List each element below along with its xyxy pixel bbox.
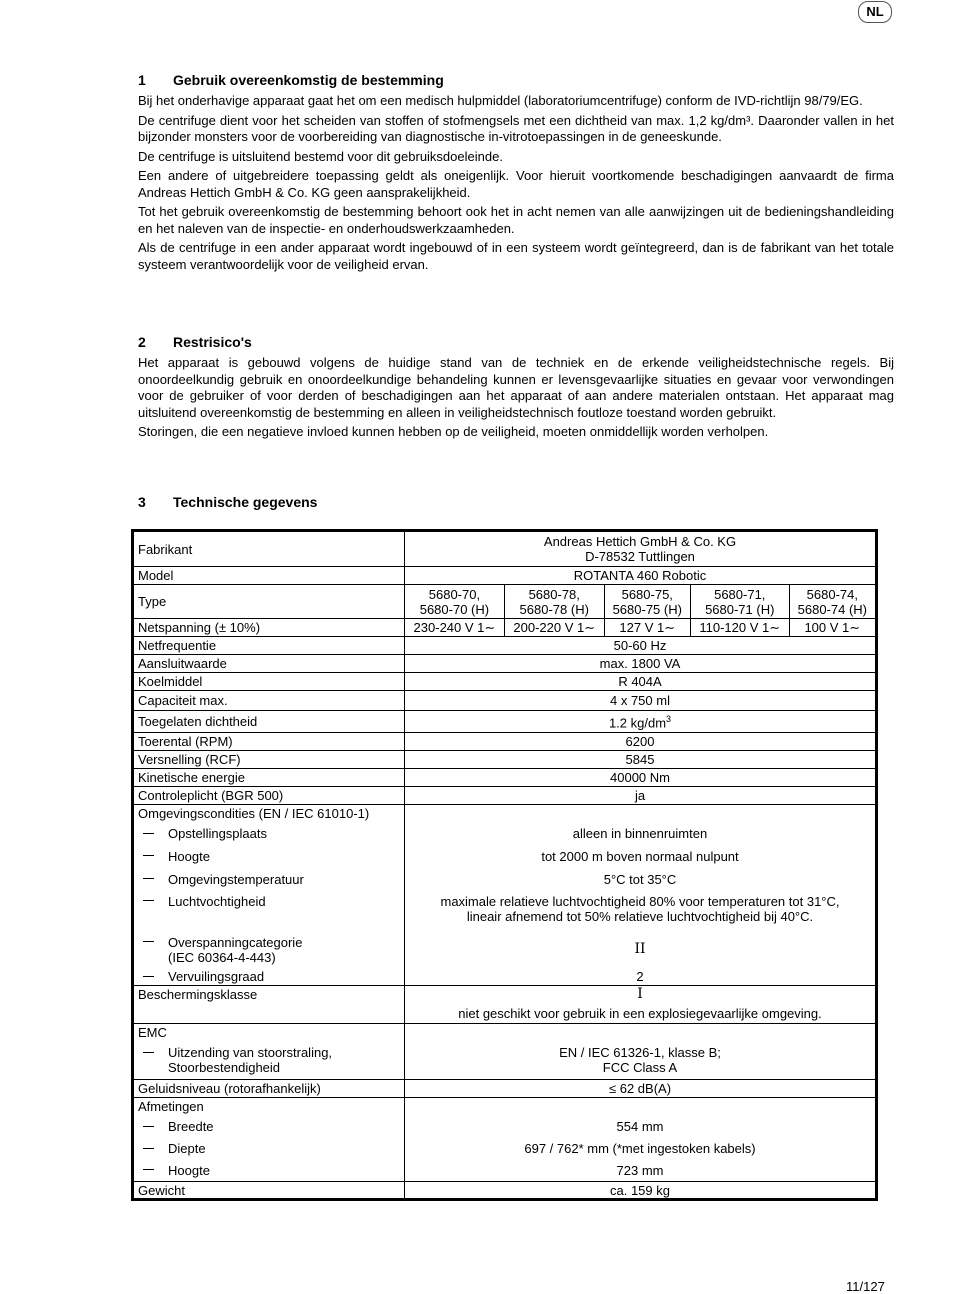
sub-label-norm: (IEC 60364-4-443) — [168, 949, 276, 965]
section-title: Technische gegevens — [173, 494, 318, 510]
technical-data-table — [131, 529, 878, 1201]
table-row — [133, 969, 877, 986]
voltage-value: 110-120 V 1∼ — [690, 619, 789, 637]
variant-line: 5680-74 (H) — [797, 601, 867, 617]
table-row — [133, 787, 877, 805]
variant-line: 5680-71 (H) — [705, 601, 775, 617]
table-row — [133, 585, 877, 619]
section-heading — [138, 334, 894, 351]
dash-icon — [143, 833, 154, 834]
table-row — [133, 1004, 877, 1024]
table-row — [133, 868, 877, 891]
row-label: Omgevingscondities (EN / IEC 61010-1) — [133, 805, 405, 823]
density-value: 1.2 kg/dm — [608, 715, 667, 731]
row-label: Toerental (RPM) — [133, 733, 405, 751]
table-row — [133, 733, 877, 751]
row-label — [133, 969, 405, 986]
humidity-line: lineair afnemend tot 50% relatieve luchtvochtigheid bij 40°C. — [466, 908, 814, 924]
manufacturer-address: D-78532 Tuttlingen — [585, 549, 695, 564]
paragraph: Bij het onderhavige apparaat gaat het om een medisch hulpmiddel (laboratoriumcentrifuge) conform de IVD-richtlijn 98/79/EG. — [138, 93, 863, 108]
sub-label: Opstellingsplaats — [168, 826, 267, 841]
row-label — [133, 1042, 405, 1080]
row-value: 50-60 Hz — [405, 637, 877, 655]
paragraph: Het apparaat is gebouwd volgens de huidige stand van de techniek en de erkende veiligheidstechnische regels. Bij onoordeelkundig gebruik en onoordeelkundige behandeling kunnen er levensgevaarlijke situaties en gevaar voor verwondingen voor de gebruiker of voor derden of beschadigingen aan het apparaat of aan andere materialen ontstaan. Het apparaat mag uitsluitend overeenkomstig de bestemming en alleen in veiligheidstechnisch foutloze toestand worden gebruikt. — [138, 355, 894, 420]
row-value — [405, 531, 877, 567]
language-badge: NL — [858, 1, 892, 23]
variant-line: 5680-75 (H) — [612, 601, 682, 617]
variant-line: 5680-78, — [528, 586, 580, 602]
table-row — [133, 1080, 877, 1098]
row-value: 723 mm — [405, 1160, 877, 1182]
row-value: niet geschikt voor gebruik in een explosiegevaarlijke omgeving. — [405, 1004, 877, 1024]
sub-label: Luchtvochtigheid — [168, 893, 266, 909]
sub-label: Vervuilingsgraad — [168, 969, 265, 985]
sub-label: Stoorbestendigheid — [168, 1060, 281, 1076]
row-label: Toegelaten dichtheid — [133, 711, 405, 733]
table-row — [133, 673, 877, 691]
dash-icon — [143, 1126, 154, 1127]
density-exponent: 3 — [666, 714, 672, 725]
row-value: 40000 Nm — [405, 769, 877, 787]
row-label — [133, 1138, 405, 1160]
sub-label: Diepte — [168, 1141, 206, 1156]
row-value: 554 mm — [616, 1119, 664, 1134]
sub-label: Omgevingstemperatuur — [168, 871, 304, 887]
variant-line: 5680-78 (H) — [519, 601, 589, 617]
sub-label: Overspanningcategorie — [168, 934, 303, 950]
dash-icon — [143, 976, 154, 977]
table-row — [133, 1042, 877, 1080]
variant-line: 5680-70, — [428, 586, 481, 602]
row-value: max. 1800 VA — [405, 655, 877, 673]
dash-icon — [143, 878, 154, 879]
voltage-value: 100 V 1∼ — [789, 619, 876, 637]
row-label: Controleplicht (BGR 500) — [133, 787, 405, 805]
row-value: alleen in binnenruimten — [572, 826, 708, 841]
row-label: Kinetische energie — [133, 769, 405, 787]
row-label — [133, 1160, 405, 1182]
emc-fcc: FCC Class A — [602, 1060, 678, 1076]
humidity-line: maximale relatieve luchtvochtigheid 80% voor temperaturen tot 31°C, — [440, 893, 840, 909]
row-label: Geluidsniveau (rotorafhankelijk) — [133, 1080, 405, 1098]
table-row — [133, 986, 877, 1004]
row-label — [133, 845, 405, 868]
paragraph: Storingen, die een negatieve invloed kunnen hebben op de veiligheid, moeten onmiddellijk worden verholpen. — [138, 424, 769, 439]
type-variant — [690, 585, 789, 619]
row-value: I — [637, 986, 643, 1003]
dash-icon — [143, 900, 154, 901]
table-row — [133, 691, 877, 711]
row-label — [133, 868, 405, 891]
table-row — [133, 1098, 877, 1116]
dash-icon — [143, 1052, 154, 1053]
table-row — [133, 531, 877, 567]
section-heading — [138, 494, 894, 511]
row-label: Gewicht — [133, 1182, 405, 1200]
row-value — [405, 1098, 877, 1116]
row-value: ≤ 62 dB(A) — [405, 1080, 877, 1098]
row-value — [405, 1042, 877, 1080]
sub-label: Hoogte — [168, 848, 210, 864]
variant-line: 5680-75, — [621, 586, 673, 602]
dash-icon — [143, 855, 154, 856]
row-value: 4 x 750 ml — [405, 691, 877, 711]
table-row — [133, 1138, 877, 1160]
table-row — [133, 751, 877, 769]
dash-icon — [143, 1169, 154, 1170]
table-row — [133, 711, 877, 733]
table-row — [133, 769, 877, 787]
section-number: 2 — [138, 334, 146, 350]
type-variant — [789, 585, 876, 619]
table-row — [133, 567, 877, 585]
dash-icon — [143, 1148, 154, 1149]
row-label: Versnelling (RCF) — [133, 751, 405, 769]
type-variant — [405, 585, 505, 619]
voltage-value: 200-220 V 1∼ — [504, 619, 604, 637]
row-label: Fabrikant — [133, 531, 405, 567]
row-label — [133, 823, 405, 845]
table-row — [133, 823, 877, 845]
manufacturer-name: Andreas Hettich GmbH & Co. KG — [543, 534, 737, 549]
table-row — [133, 1160, 877, 1182]
section-number: 1 — [138, 72, 146, 88]
table-row — [133, 931, 877, 969]
variant-line: 5680-74, — [806, 586, 858, 602]
row-value: II — [634, 941, 646, 957]
row-value: ROTANTA 460 Robotic — [405, 567, 877, 585]
row-label: Netspanning (± 10%) — [133, 619, 405, 637]
variant-line: 5680-71, — [714, 586, 766, 602]
table-row — [133, 637, 877, 655]
row-label: Koelmiddel — [133, 673, 405, 691]
section-title: Gebruik overeenkomstig de bestemming — [173, 72, 444, 88]
sub-label: Uitzending van stoorstraling, — [168, 1045, 333, 1061]
row-label: Afmetingen — [133, 1098, 405, 1116]
row-label: Model — [133, 567, 405, 585]
row-label — [133, 931, 405, 969]
row-label: Capaciteit max. — [133, 691, 405, 711]
table-row — [133, 655, 877, 673]
row-label: Netfrequentie — [133, 637, 405, 655]
section-intended-use — [138, 72, 894, 276]
row-value: 5845 — [405, 751, 877, 769]
section-title: Restrisico's — [173, 334, 252, 350]
section-number: 3 — [138, 494, 146, 510]
paragraph: De centrifuge dient voor het scheiden van stoffen of stofmengsels met een dichtheid van max. 1,2 kg/dm³. Daaronder vallen in het bijzonder monsters voor de voorbereiding van diagnostische in-vitrotoepassingen in de geneeskunde. — [138, 112, 894, 144]
row-label — [133, 1004, 405, 1024]
row-label: Type — [133, 585, 405, 619]
row-value — [405, 891, 877, 931]
type-variant — [504, 585, 604, 619]
paragraph: Een andere of uitgebreidere toepassing geldt als oneigenlijk. Voor hieruit voortkomende beschadigingen aanvaardt de firma Andreas Hettich GmbH & Co. KG geen aansprakelijkheid. — [138, 168, 894, 200]
row-value: 2 — [405, 969, 877, 986]
row-value — [405, 711, 877, 733]
table-row — [133, 891, 877, 931]
paragraph: Als de centrifuge in een ander apparaat wordt ingebouwd of in een systeem wordt geïntegreerd, dan is de fabrikant van het totale systeem verantwoordelijk voor de veiligheid ervan. — [138, 240, 894, 272]
paragraph: De centrifuge is uitsluitend bestemd voor dit gebruiksdoeleinde. — [138, 148, 503, 164]
table-row — [133, 805, 877, 823]
row-value: 6200 — [405, 733, 877, 751]
voltage-value: 127 V 1∼ — [604, 619, 690, 637]
paragraph: Tot het gebruik overeenkomstig de bestemming behoort ook het in acht nemen van alle aanwijzingen uit de bedieningshandleiding en het naleven van de inspectie- en onderhoudswerkzaamheden. — [138, 204, 894, 236]
row-value — [405, 805, 877, 823]
row-label: EMC — [133, 1024, 405, 1042]
row-value: 5°C tot 35°C — [603, 871, 677, 887]
row-label: Aansluitwaarde — [133, 655, 405, 673]
sub-label: Breedte — [168, 1119, 214, 1134]
page-number: 11/127 — [846, 1279, 885, 1294]
section-technical-data — [138, 494, 894, 515]
voltage-value: 230-240 V 1∼ — [405, 619, 505, 637]
row-label — [133, 1116, 405, 1138]
emc-standard: EN / IEC 61326-1, klasse B; — [559, 1045, 721, 1061]
section-residual-risks — [138, 334, 894, 444]
row-label — [133, 891, 405, 931]
dash-icon — [143, 941, 154, 942]
row-value: tot 2000 m boven normaal nulpunt — [541, 848, 739, 864]
row-value: 697 / 762* mm (*met ingestoken kabels) — [524, 1141, 756, 1156]
row-value: ja — [405, 787, 877, 805]
row-value: R 404A — [405, 673, 877, 691]
table-row — [133, 845, 877, 868]
sub-label: Hoogte — [168, 1162, 210, 1178]
row-value: ca. 159 kg — [610, 1182, 670, 1198]
row-label: Beschermingsklasse — [133, 986, 405, 1004]
table-row — [133, 619, 877, 637]
type-variant — [604, 585, 690, 619]
row-value — [405, 1024, 877, 1042]
table-row — [133, 1116, 877, 1138]
table-row — [133, 1182, 877, 1200]
table-row — [133, 1024, 877, 1042]
variant-line: 5680-70 (H) — [419, 601, 490, 617]
section-heading — [138, 72, 894, 89]
